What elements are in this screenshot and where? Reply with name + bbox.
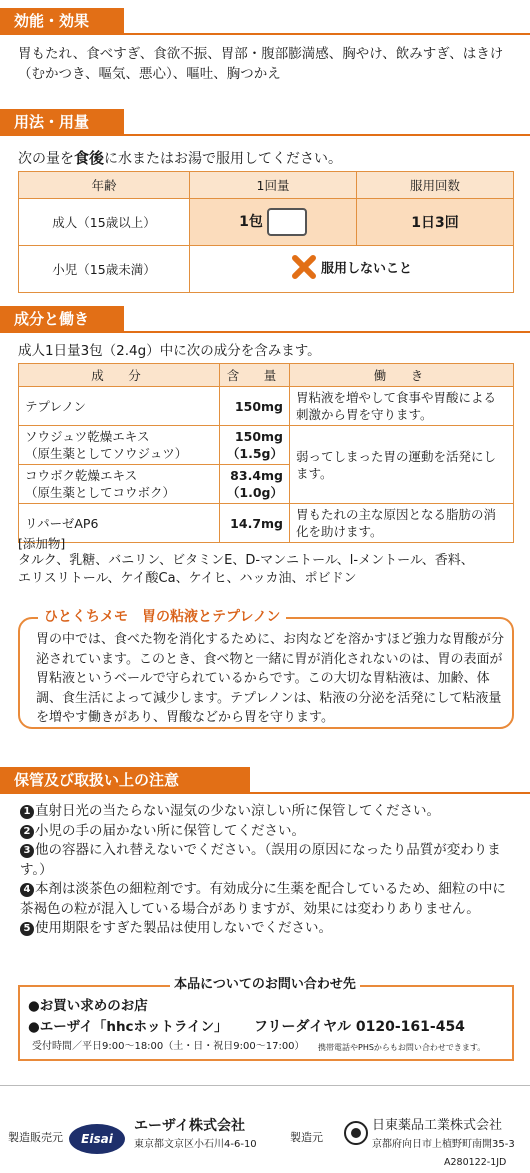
efficacy-underline	[0, 33, 530, 35]
memo-text: 胃の中では、食べた物を消化するために、お肉などを溶かすほど強力な胃酸が分泌されています。このとき、食べ物と一緒に胃が消化されないのは、胃の表面が胃粘液というベールで守られているからです。この大切な胃粘液は、加齢、体調、食生活によって減少します。テプレノンは、粘液の分泌を活発にして粘液量を増やす働きがあり、胃酸などから胃を守ります。	[36, 632, 505, 725]
table-row	[19, 504, 514, 543]
maker-label: 製造元	[290, 1131, 323, 1144]
ingredient-name	[19, 426, 220, 465]
ingredients-table	[18, 363, 514, 543]
contact-store: ●お買い求めのお店	[28, 998, 148, 1014]
nichiko-logo-icon	[344, 1121, 368, 1145]
list-item-text: 小児の手の届かない所に保管してください。	[35, 822, 305, 839]
adult-amount-cell	[190, 199, 357, 246]
number-badge-icon: 4	[20, 883, 34, 897]
ingredients-underline	[0, 331, 530, 333]
storage-list	[20, 802, 516, 939]
dosage-underline	[0, 134, 530, 136]
contact-hours: 受付時間／平日9:00～18:00（土・日・祝日9:00～17:00）	[32, 1041, 305, 1052]
ingredients-section-header	[0, 306, 530, 334]
list-item-text: 直射日光の当たらない湿気の少ない涼しい所に保管してください。	[35, 803, 440, 819]
ingredient-name-sub: （原生薬としてコウボク）	[25, 485, 176, 500]
table-row	[19, 387, 514, 426]
ingredient-effect: 胃もたれの主な原因となる脂肪の消化を助けます。	[290, 504, 514, 543]
storage-underline	[0, 792, 530, 794]
ingredient-name	[19, 465, 220, 504]
product-code: A280122-1JD	[444, 1157, 507, 1168]
additives-line-1: タルク、乳糖、バニリン、ビタミンE、D-マンニトール、l-メントール、香料、	[18, 553, 474, 568]
contact-mobile-note: 携帯電話やPHSからもお問い合わせできます。	[318, 1043, 486, 1052]
list-item-text: 使用期限をすぎた製品は使用しないでください。	[35, 920, 332, 936]
col-amount: 1回量	[190, 172, 357, 199]
memo-title: ひとくちメモ 胃の粘液とテプレノン	[38, 607, 286, 627]
ingredient-amount-main: 14.7mg	[230, 515, 283, 531]
ingredient-effect: 胃粘液を増やして食事や胃酸による刺激から胃を守ります。	[290, 387, 514, 426]
eisai-address: 東京都文京区小石川4-6-10	[134, 1139, 257, 1150]
list-item	[20, 919, 516, 939]
ingredient-effect: 弱ってしまった胃の運動を活発にします。	[290, 426, 514, 504]
child-note: 服用しないこと	[320, 261, 412, 277]
seller-label: 製造販売元	[8, 1131, 63, 1144]
eisai-logo-icon: Eisai	[69, 1124, 125, 1154]
table-row	[19, 426, 514, 465]
contact-freedial: フリーダイヤル 0120-161-454	[254, 1019, 465, 1035]
storage-heading: 保管及び取扱い上の注意	[0, 767, 250, 793]
dosage-intro-emphasis: 食後	[74, 149, 105, 167]
ingredient-amount-main: 83.4mg	[230, 468, 283, 483]
adult-times: 1日3回	[357, 199, 514, 246]
storage-section-header	[0, 767, 530, 795]
child-age: 小児（15歳未満）	[19, 246, 190, 293]
list-item	[20, 880, 516, 919]
child-note-cell	[190, 246, 514, 293]
list-item-text: 他の容器に入れ替えないでください。（誤用の原因になったり品質が変わります。）	[20, 842, 501, 878]
ingredients-intro: 成人1日量3包（2.4g）中に次の成分を含みます。	[18, 343, 321, 359]
ingredient-name	[19, 387, 220, 426]
efficacy-line-2: （むかつき、嘔気、悪心）、嘔吐、胸つかえ	[18, 66, 281, 82]
dosage-section-header	[0, 109, 530, 137]
ingredient-amount-main: 150mg	[234, 398, 283, 414]
col-ingredient: 成 分	[19, 364, 220, 387]
maker-address: 京都府向日市上植野町南開35-3	[372, 1139, 515, 1150]
ingredient-name-sub: （原生薬としてソウジュツ）	[25, 446, 188, 461]
contact-title: 本品についてのお問い合わせ先	[170, 977, 360, 992]
dosage-intro-after: に水またはお湯で服用してください。	[104, 151, 343, 167]
number-badge-icon: 1	[20, 805, 34, 819]
additives-label: [添加物]	[18, 536, 66, 551]
col-age: 年齢	[19, 172, 190, 199]
dosage-table-header	[19, 172, 514, 199]
footer-divider	[0, 1085, 530, 1086]
number-badge-icon: 3	[20, 844, 34, 858]
dosage-table	[18, 171, 514, 293]
ingredient-amount	[220, 387, 290, 426]
efficacy-section-header	[0, 8, 530, 36]
dosage-heading: 用法・用量	[0, 109, 124, 135]
efficacy-heading: 効能・効果	[0, 8, 124, 34]
contact-title-wrap	[0, 976, 530, 994]
col-content: 含 量	[220, 364, 290, 387]
sachet-checkbox-icon	[267, 208, 307, 236]
contact-hotline: ●エーザイ「hhcホットライン」	[28, 1019, 228, 1035]
ingredient-amount	[220, 465, 290, 504]
ingredient-name-main: コウボク乾燥エキス	[25, 468, 138, 483]
maker-name: 日東薬品工業株式会社	[372, 1118, 503, 1133]
dosage-intro-before: 次の量を	[18, 151, 74, 167]
ingredient-name-main: ソウジュツ乾燥エキス	[25, 429, 150, 444]
number-badge-icon: 2	[20, 825, 34, 839]
ingredient-amount-sub: （1.5g）	[226, 446, 283, 461]
dosage-row-child	[19, 246, 514, 293]
additives-line-2: エリスリトール、ケイ酸Ca、ケイヒ、ハッカ油、ポビドン	[18, 571, 357, 586]
ingredients-table-header	[19, 364, 514, 387]
adult-amount: 1包	[239, 214, 263, 230]
number-badge-icon: 5	[20, 922, 34, 936]
col-times: 服用回数	[357, 172, 514, 199]
ingredient-name-main: テプレノン	[25, 398, 87, 414]
col-function: 働 き	[290, 364, 514, 387]
dosage-row-adult	[19, 199, 514, 246]
ingredient-amount-sub: （1.0g）	[226, 485, 283, 500]
list-item-text: 本剤は淡茶色の細粒剤です。有効成分に生薬を配合しているため、細粒の中に茶褐色の粒が混入している場合がありますが、効果には変わりありません。	[20, 881, 506, 917]
list-item	[20, 802, 516, 822]
list-item	[20, 841, 516, 880]
ingredient-name-main: リパーゼAP6	[25, 515, 99, 531]
ingredient-amount-main: 150mg	[234, 429, 283, 444]
ingredient-amount	[220, 426, 290, 465]
cross-icon	[291, 254, 317, 284]
adult-age: 成人（15歳以上）	[19, 199, 190, 246]
eisai-name: エーザイ株式会社	[134, 1118, 246, 1134]
ingredients-heading: 成分と働き	[0, 306, 124, 332]
efficacy-line-1: 胃もたれ、食べすぎ、食欲不振、胃部・腹部膨満感、胸やけ、飲みすぎ、はきけ	[18, 46, 504, 62]
list-item	[20, 822, 516, 842]
dosage-intro	[18, 148, 342, 169]
ingredient-amount	[220, 504, 290, 543]
